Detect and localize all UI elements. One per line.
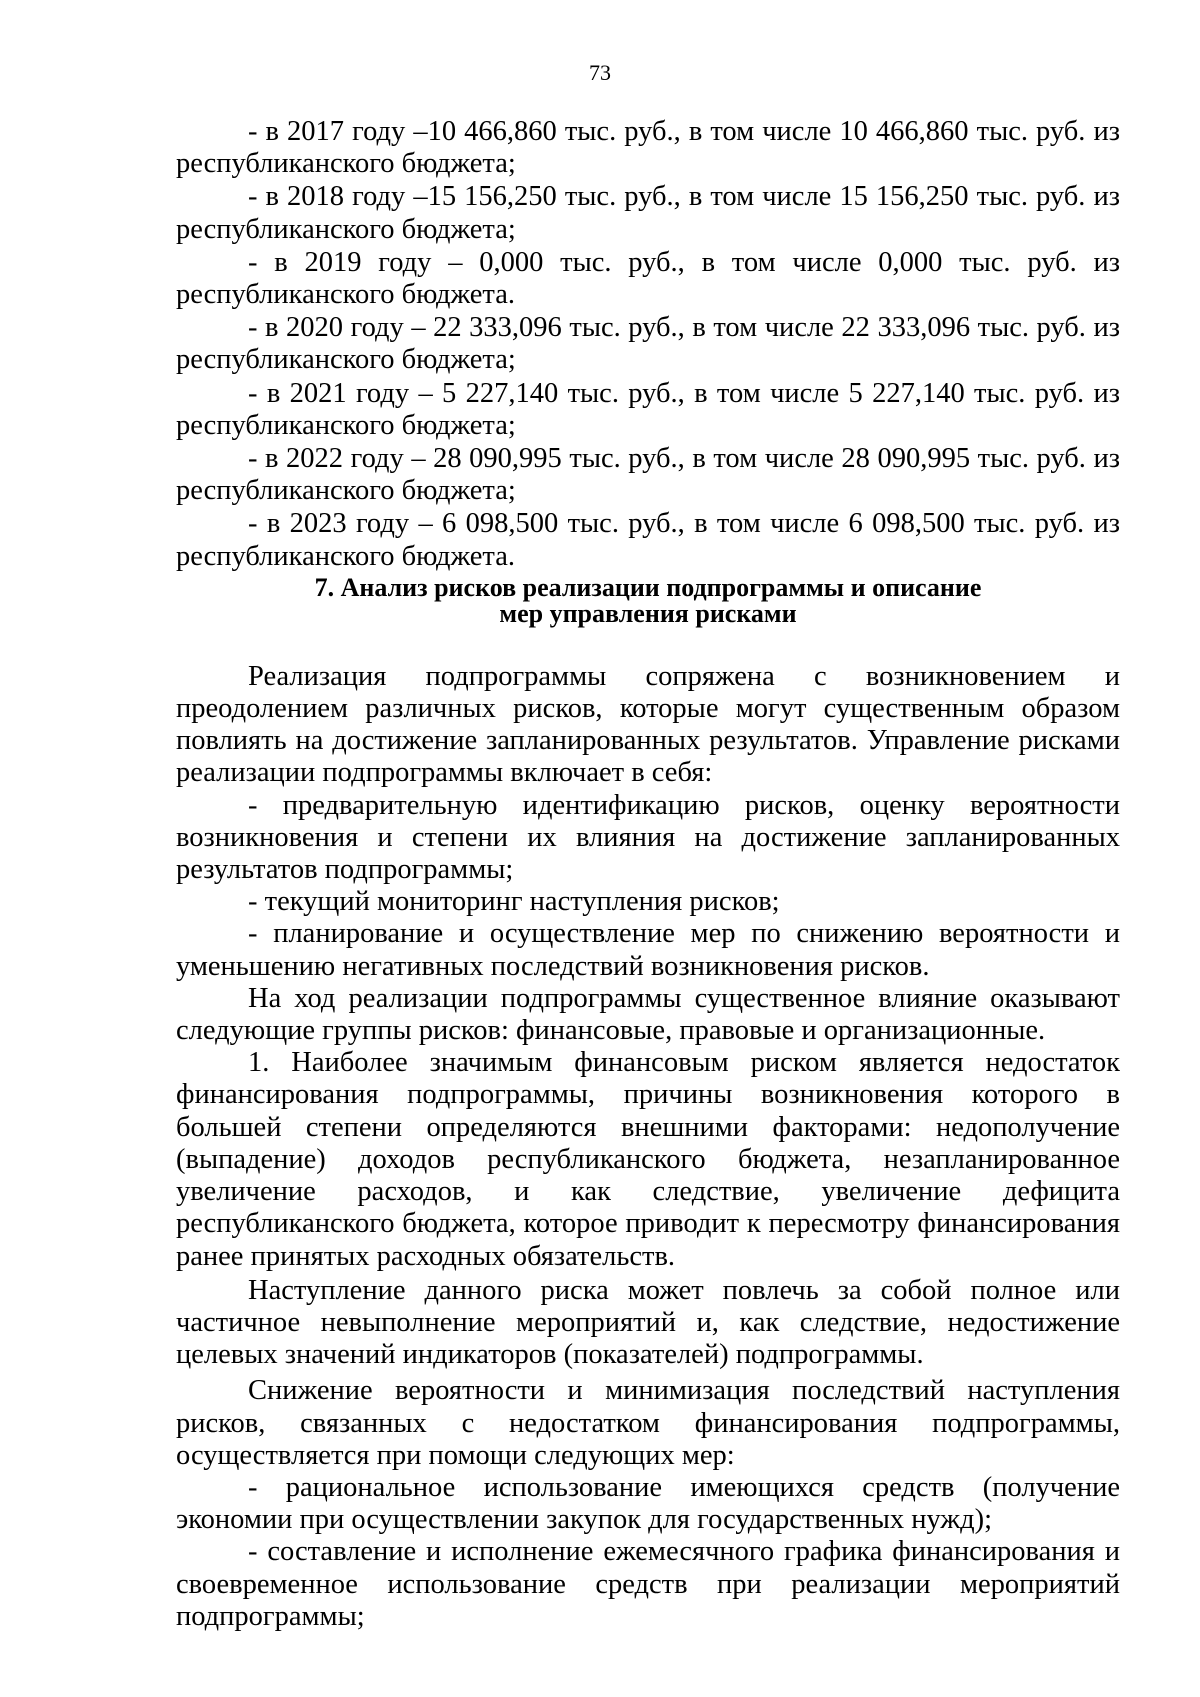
funding-item-2023: - в 2023 году – 6 098,500 тыс. руб., в том числе 6 098,500 тыс. руб. из республиканского бюджета. [176, 508, 1120, 572]
section-heading-line-1: 7. Анализ рисков реализации подпрограммы и описание [314, 572, 982, 602]
paragraph-list-item: - текущий мониторинг наступления рисков; [248, 886, 780, 918]
paragraph-list-item: - рациональное использование имеющихся средств (получение экономии при осуществлении закупок для государственных нужд); [176, 1471, 1120, 1536]
section-heading [176, 572, 1120, 628]
paragraph-consequences: Наступление данного риска может повлечь за собой полное или частичное невыполнение мероприятий и, как следствие, недостижение целевых значений индикаторов (показателей) подпрограммы. [176, 1274, 1120, 1371]
paragraph-risk-groups: На ход реализации подпрограммы существенное влияние оказывают следующие группы рисков: финансовые, правовые и организационные. [176, 982, 1120, 1047]
funding-item-2021: - в 2021 году – 5 227,140 тыс. руб., в том числе 5 227,140 тыс. руб. из республиканского бюджета; [176, 377, 1120, 441]
page-number: 73 [589, 60, 611, 85]
funding-item-2017: - в 2017 году –10 466,860 тыс. руб., в том числе 10 466,860 тыс. руб. из республиканского бюджета; [176, 116, 1120, 180]
paragraph-intro: Реализация подпрограммы сопряжена с возникновением и преодолением различных рисков, которые могут существенным образом повлиять на достижение запланированных результатов. Управление рисками реализации подпрограммы включает в себя: [176, 660, 1120, 789]
paragraph-list-item: - планирование и осуществление мер по снижению вероятности и уменьшению негативных последствий возникновения рисков. [176, 918, 1120, 982]
document-body [176, 116, 1120, 1633]
paragraph-financial-risk: 1. Наиболее значимым финансовым риском является недостаток финансирования подпрограммы, причины возникновения которого в большей степени определяются внешними факторами: недополучение (выпадение) доходов республиканского бюджета, незапланированное увеличение расходов, и как следствие, увеличение дефицита республиканского бюджета, которое приводит к пересмотру финансирования ранее принятых расходных обязательств. [176, 1047, 1120, 1272]
section-heading-line-2: мер управления рисками [499, 598, 797, 628]
paragraph-list-item: - составление и исполнение ежемесячного графика финансирования и своевременное использование средств при реализации мероприятий подпрограммы; [176, 1536, 1120, 1632]
paragraph-mitigation: Снижение вероятности и минимизация последствий наступления рисков, связанных с недостатком финансирования подпрограммы, осуществляется при помощи следующих мер: [176, 1375, 1120, 1471]
funding-item-2018: - в 2018 году –15 156,250 тыс. руб., в том числе 15 156,250 тыс. руб. из республиканского бюджета; [176, 181, 1120, 245]
funding-item-2022: - в 2022 году – 28 090,995 тыс. руб., в том числе 28 090,995 тыс. руб. из республиканского бюджета; [176, 443, 1120, 507]
paragraph-list-item: - предварительную идентификацию рисков, оценку вероятности возникновения и степени их влияния на достижение запланированных результатов подпрограммы; [176, 789, 1120, 886]
funding-item-2020: - в 2020 году – 22 333,096 тыс. руб., в том числе 22 333,096 тыс. руб. из республиканского бюджета; [176, 312, 1120, 376]
funding-item-2019: - в 2019 году – 0,000 тыс. руб., в том числе 0,000 тыс. руб. из республиканского бюджета. [176, 246, 1120, 311]
